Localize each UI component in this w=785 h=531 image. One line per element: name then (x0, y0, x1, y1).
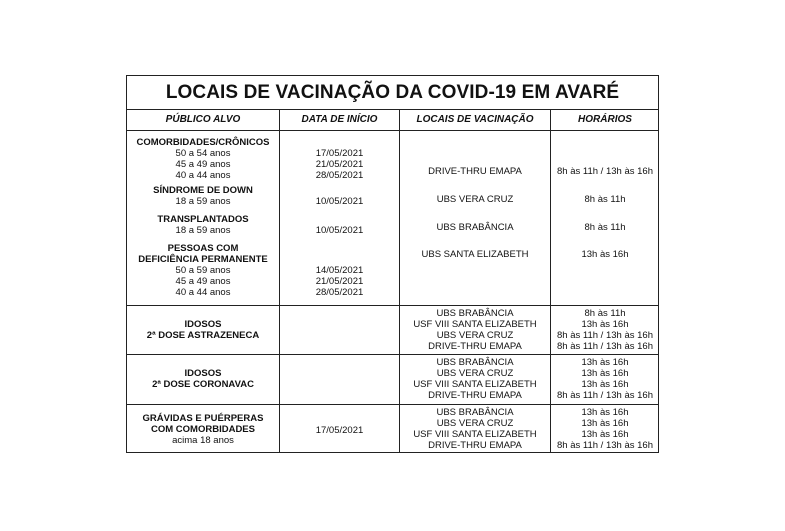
horario-comorbidades: 8h às 11h / 13h às 16h (557, 166, 653, 177)
header-publico: PÚBLICO ALVO (165, 114, 241, 125)
locais-coronavac: UBS BRABÂNCIA UBS VERA CRUZ USF VIII SANTA ELIZABETH DRIVE-THRU EMAPA (413, 357, 537, 401)
publico-down: SÍNDROME DE DOWN 18 a 59 anos (153, 185, 253, 207)
row-divider (127, 354, 658, 355)
header-locais: LOCAIS DE VACINAÇÃO (416, 114, 534, 125)
locais-astrazeneca: UBS BRABÂNCIA USF VIII SANTA ELIZABETH UBS VERA CRUZ DRIVE-THRU EMAPA (413, 308, 537, 352)
header-data: DATA DE INÍCIO (301, 114, 378, 125)
date-transplantados: 10/05/2021 (315, 225, 364, 236)
date-down: 10/05/2021 (315, 196, 364, 207)
horarios-coronavac: 13h às 16h 13h às 16h 13h às 16h 8h às 11h / 13h às 16h (557, 357, 653, 401)
row-divider (127, 305, 658, 306)
locais-gravidas: UBS BRABÂNCIA UBS VERA CRUZ USF VIII SANTA ELIZABETH DRIVE-THRU EMAPA (413, 407, 537, 451)
header-horarios: HORÁRIOS (578, 114, 632, 125)
local-deficiencia: UBS SANTA ELIZABETH (421, 249, 529, 260)
horarios-gravidas: 13h às 16h 13h às 16h 13h às 16h 8h às 11h / 13h às 16h (557, 407, 653, 451)
publico-transplantados: TRANSPLANTADOS 18 a 59 anos (157, 214, 249, 236)
horarios-astrazeneca: 8h às 11h 13h às 16h 8h às 11h / 13h às 16h 8h às 11h / 13h às 16h (557, 308, 653, 352)
publico-idosos-astrazeneca: IDOSOS 2ª DOSE ASTRAZENECA (146, 319, 260, 341)
local-down: UBS VERA CRUZ (436, 194, 514, 205)
publico-deficiencia: PESSOAS COM DEFICIÊNCIA PERMANENTE 50 a 59 anos 45 a 49 anos 40 a 44 anos (138, 243, 268, 298)
table-grid (127, 109, 658, 452)
vaccination-table (126, 75, 659, 453)
row-divider (127, 404, 658, 405)
publico-gravidas: GRÁVIDAS E PUÉRPERAS COM COMORBIDADES acima 18 anos (142, 413, 264, 446)
local-transplantados: UBS BRABÂNCIA (436, 222, 514, 233)
publico-idosos-coronavac: IDOSOS 2ª DOSE CORONAVAC (152, 368, 254, 390)
row-divider (127, 130, 658, 131)
horario-transplantados: 8h às 11h (584, 222, 626, 233)
dates-deficiencia: 14/05/2021 21/05/2021 28/05/2021 (315, 265, 364, 298)
horario-deficiencia: 13h às 16h (581, 249, 629, 260)
date-gravidas: 17/05/2021 (315, 425, 364, 436)
table-title: LOCAIS DE VACINAÇÃO DA COVID-19 EM AVARÉ (127, 76, 658, 110)
horario-down: 8h às 11h (584, 194, 626, 205)
dates-comorbidades: 17/05/2021 21/05/2021 28/05/2021 (315, 148, 364, 181)
publico-comorbidades: COMORBIDADES/CRÔNICOS 50 a 54 anos 45 a 49 anos 40 a 44 anos (136, 137, 270, 181)
local-comorbidades: DRIVE-THRU EMAPA (428, 166, 522, 177)
